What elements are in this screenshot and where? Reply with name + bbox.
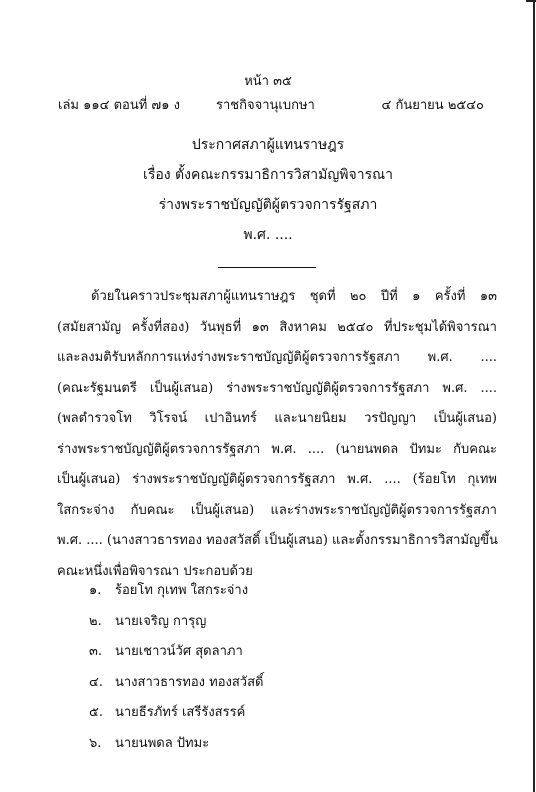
title-issuer: ประกาศสภาผู้แทนราษฎร xyxy=(191,137,345,153)
member-number: ๑. xyxy=(89,583,102,598)
announcement-title xyxy=(0,134,536,254)
member-name: นายนพดล ปัทมะ xyxy=(115,735,210,751)
body-line: (คณะรัฐมนตรี เป็นผู้เสนอ) ร่างพระราชบัญญัติผู้ตรวจการรัฐสภา พ.ศ. .... xyxy=(57,380,497,396)
member-name: นายธีรภัทร์ เสรีรังสรรค์ xyxy=(115,705,246,720)
body-line: ด้วยในคราวประชุมสภาผู้แทนราษฎร ชุดที่ ๒๐ ปีที่ ๑ ครั้งที่ ๑๓ xyxy=(91,289,497,304)
member-number: ๓. xyxy=(89,644,103,659)
page-edge-border xyxy=(533,0,535,792)
list-item xyxy=(89,672,263,703)
body-line: ใสกระจ่าง กับคณะ เป็นผู้เสนอ) และร่างพระราชบัญญัติผู้ตรวจการรัฐสภา xyxy=(57,502,497,518)
body-line: ร่างพระราชบัญญัติผู้ตรวจการรัฐสภา พ.ศ. .... (นายนพดล ปัทมะ กับคณะ xyxy=(57,441,497,457)
body-line: และลงมติรับหลักการแห่งร่างพระราชบัญญัติผู้ตรวจการรัฐสภา พ.ศ. .... xyxy=(57,350,497,365)
publication-name: ราชกิจจานุเบกษา xyxy=(216,98,315,113)
list-item xyxy=(89,641,263,672)
title-divider xyxy=(218,267,316,268)
list-item xyxy=(89,733,263,764)
member-number: ๖. xyxy=(89,735,102,751)
list-item xyxy=(89,611,263,642)
page-corner-mark xyxy=(526,0,536,2)
title-year: พ.ศ. .... xyxy=(243,227,293,243)
committee-member-list xyxy=(89,580,263,763)
body-line: พ.ศ. .... (นางสาวธารทอง ทองสวัสดิ์ เป็นผู้เสนอ) และตั้งกรรมาธิการวิสามัญขึ้น xyxy=(57,533,498,548)
volume-issue: เล่ม ๑๑๔ ตอนที่ ๗๑ ง xyxy=(58,98,180,113)
member-name: นายเจริญ การุญ xyxy=(115,613,207,629)
title-bill-name: ร่างพระราชบัญญัติผู้ตรวจการรัฐสภา xyxy=(158,197,378,213)
running-header xyxy=(58,94,484,114)
body-line: คณะหนึ่งเพื่อพิจารณา ประกอบด้วย xyxy=(57,563,253,579)
list-item xyxy=(89,702,263,733)
body-line: เป็นผู้เสนอ) ร่างพระราชบัญญัติผู้ตรวจการรัฐสภา พ.ศ. .... (ร้อยโท กุเทพ xyxy=(57,472,497,487)
member-name: นางสาวธารทอง ทองสวัสดิ์ xyxy=(115,674,264,690)
publication-date: ๔ กันยายน ๒๕๔๐ xyxy=(381,98,484,113)
member-name: ร้อยโท กุเทพ ใสกระจ่าง xyxy=(115,583,249,598)
body-line: (พลตำรวจโท วิโรจน์ เปาอินทร์ และนายนิยม วรปัญญา เป็นผู้เสนอ) xyxy=(57,411,497,426)
member-number: ๔. xyxy=(89,674,103,690)
page-number: หน้า ๓๕ xyxy=(244,74,292,89)
body-paragraph xyxy=(57,286,497,591)
member-number: ๒. xyxy=(89,613,102,629)
member-number: ๕. xyxy=(89,705,103,720)
list-item xyxy=(89,580,263,611)
body-line: (สมัยสามัญ ครั้งที่สอง) วันพุธที่ ๑๓ สิงหาคม ๒๕๔๐ ที่ประชุมได้พิจารณา xyxy=(57,319,497,335)
title-subject: เรื่อง ตั้งคณะกรรมาธิการวิสามัญพิจารณา xyxy=(143,167,393,183)
member-name: นายเชาวน์วัศ สุดลาภา xyxy=(115,644,243,659)
